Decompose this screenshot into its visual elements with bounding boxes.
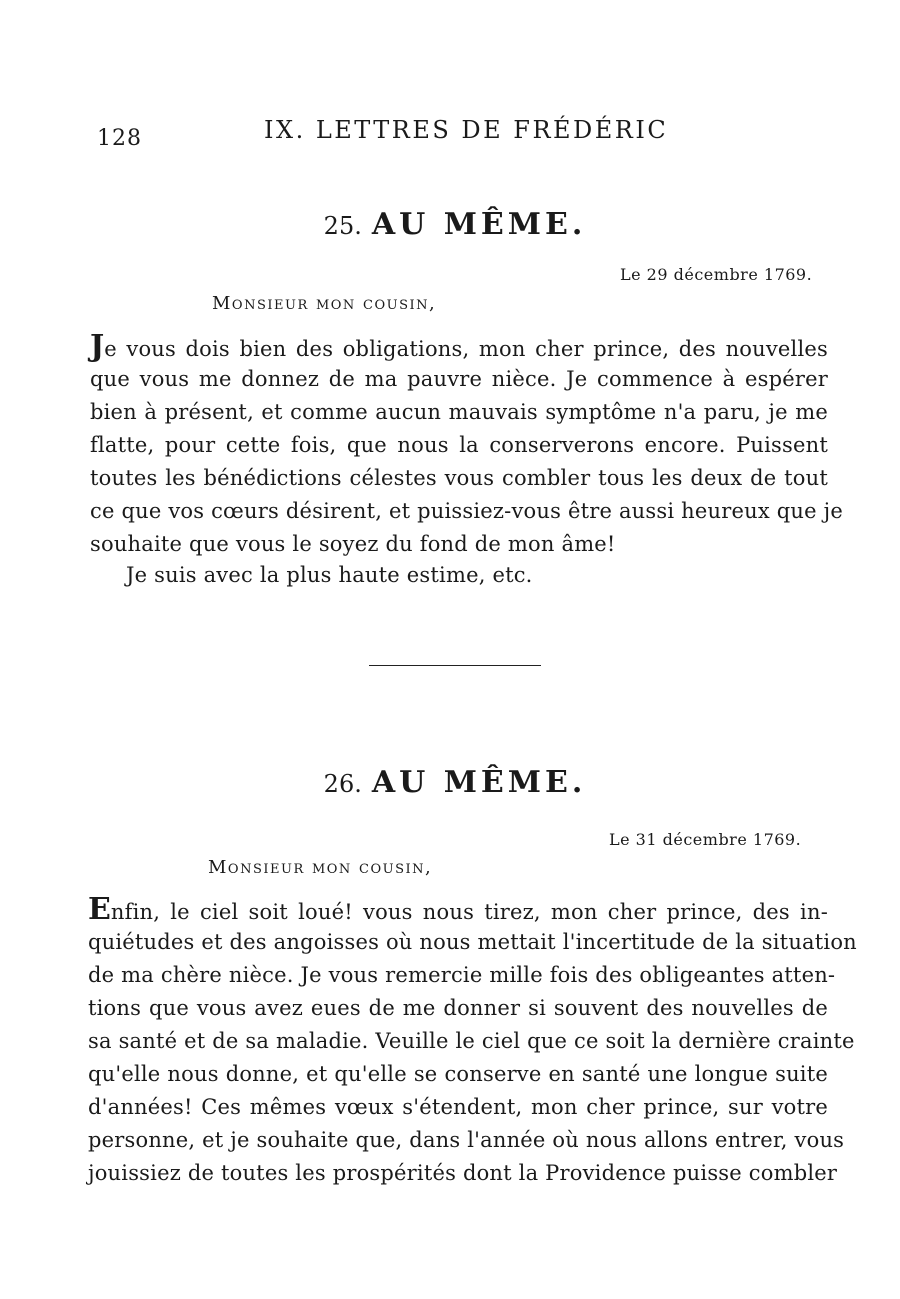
letter-salutation: Monsieur mon cousin, bbox=[208, 857, 433, 878]
letter-title: AU MÊME. bbox=[371, 765, 587, 800]
body-line: ce que vos cœurs désirent, et puissiez-vous être aussi heureux que je bbox=[90, 499, 843, 523]
body-line: de ma chère nièce. Je vous remercie mille fois des obligeantes atten- bbox=[88, 963, 836, 987]
body-line: que vous me donnez de ma pauvre nièce. Je commence à espérer bbox=[90, 367, 828, 391]
letter-number: 26. bbox=[323, 770, 362, 798]
letter-date: Le 31 décembre 1769. bbox=[609, 830, 802, 849]
body-line: bien à présent, et comme aucun mauvais symptôme n'a paru, je me bbox=[90, 400, 828, 424]
drop-cap: J bbox=[90, 329, 105, 364]
letter-heading bbox=[0, 207, 900, 242]
letter-date: Le 29 décembre 1769. bbox=[620, 265, 813, 284]
letter-salutation: Monsieur mon cousin, bbox=[212, 293, 437, 314]
body-line: souhaite que vous le soyez du fond de mon âme! bbox=[90, 532, 616, 556]
body-line: flatte, pour cette fois, que nous la conserverons encore. Puissent bbox=[90, 433, 828, 457]
letter-heading bbox=[0, 765, 900, 800]
body-line: Je vous dois bien des obligations, mon cher prince, des nouvelles bbox=[90, 329, 828, 364]
drop-cap: E bbox=[88, 892, 111, 927]
body-line: sa santé et de sa maladie. Veuille le ciel que ce soit la dernière crainte bbox=[88, 1029, 855, 1053]
letter-body bbox=[90, 329, 843, 561]
body-line: qu'elle nous donne, et qu'elle se conserve en santé une longue suite bbox=[88, 1062, 828, 1086]
body-line: quiétudes et des angoisses où nous mettait l'incertitude de la situation bbox=[88, 930, 857, 954]
running-head bbox=[0, 116, 900, 156]
body-line: jouissiez de toutes les prospérités dont la Providence puisse combler bbox=[88, 1161, 838, 1185]
letter-body bbox=[88, 892, 857, 1190]
letter-title: AU MÊME. bbox=[371, 207, 587, 242]
body-line: toutes les bénédictions célestes vous combler tous les deux de tout bbox=[90, 466, 828, 490]
body-line: Enfin, le ciel soit loué! vous nous tirez, mon cher prince, des in- bbox=[88, 892, 828, 927]
page-number: 128 bbox=[97, 126, 142, 151]
body-line: personne, et je souhaite que, dans l'année où nous allons entrer, vous bbox=[88, 1128, 845, 1152]
letter-closing: Je suis avec la plus haute estime, etc. bbox=[126, 563, 533, 587]
body-line: d'années! Ces mêmes vœux s'étendent, mon cher prince, sur votre bbox=[88, 1095, 828, 1119]
running-title: IX. LETTRES DE FRÉDÉRIC bbox=[264, 116, 669, 144]
section-divider bbox=[369, 665, 541, 666]
body-line: tions que vous avez eues de me donner si souvent des nouvelles de bbox=[88, 996, 828, 1020]
letter-number: 25. bbox=[323, 212, 362, 240]
